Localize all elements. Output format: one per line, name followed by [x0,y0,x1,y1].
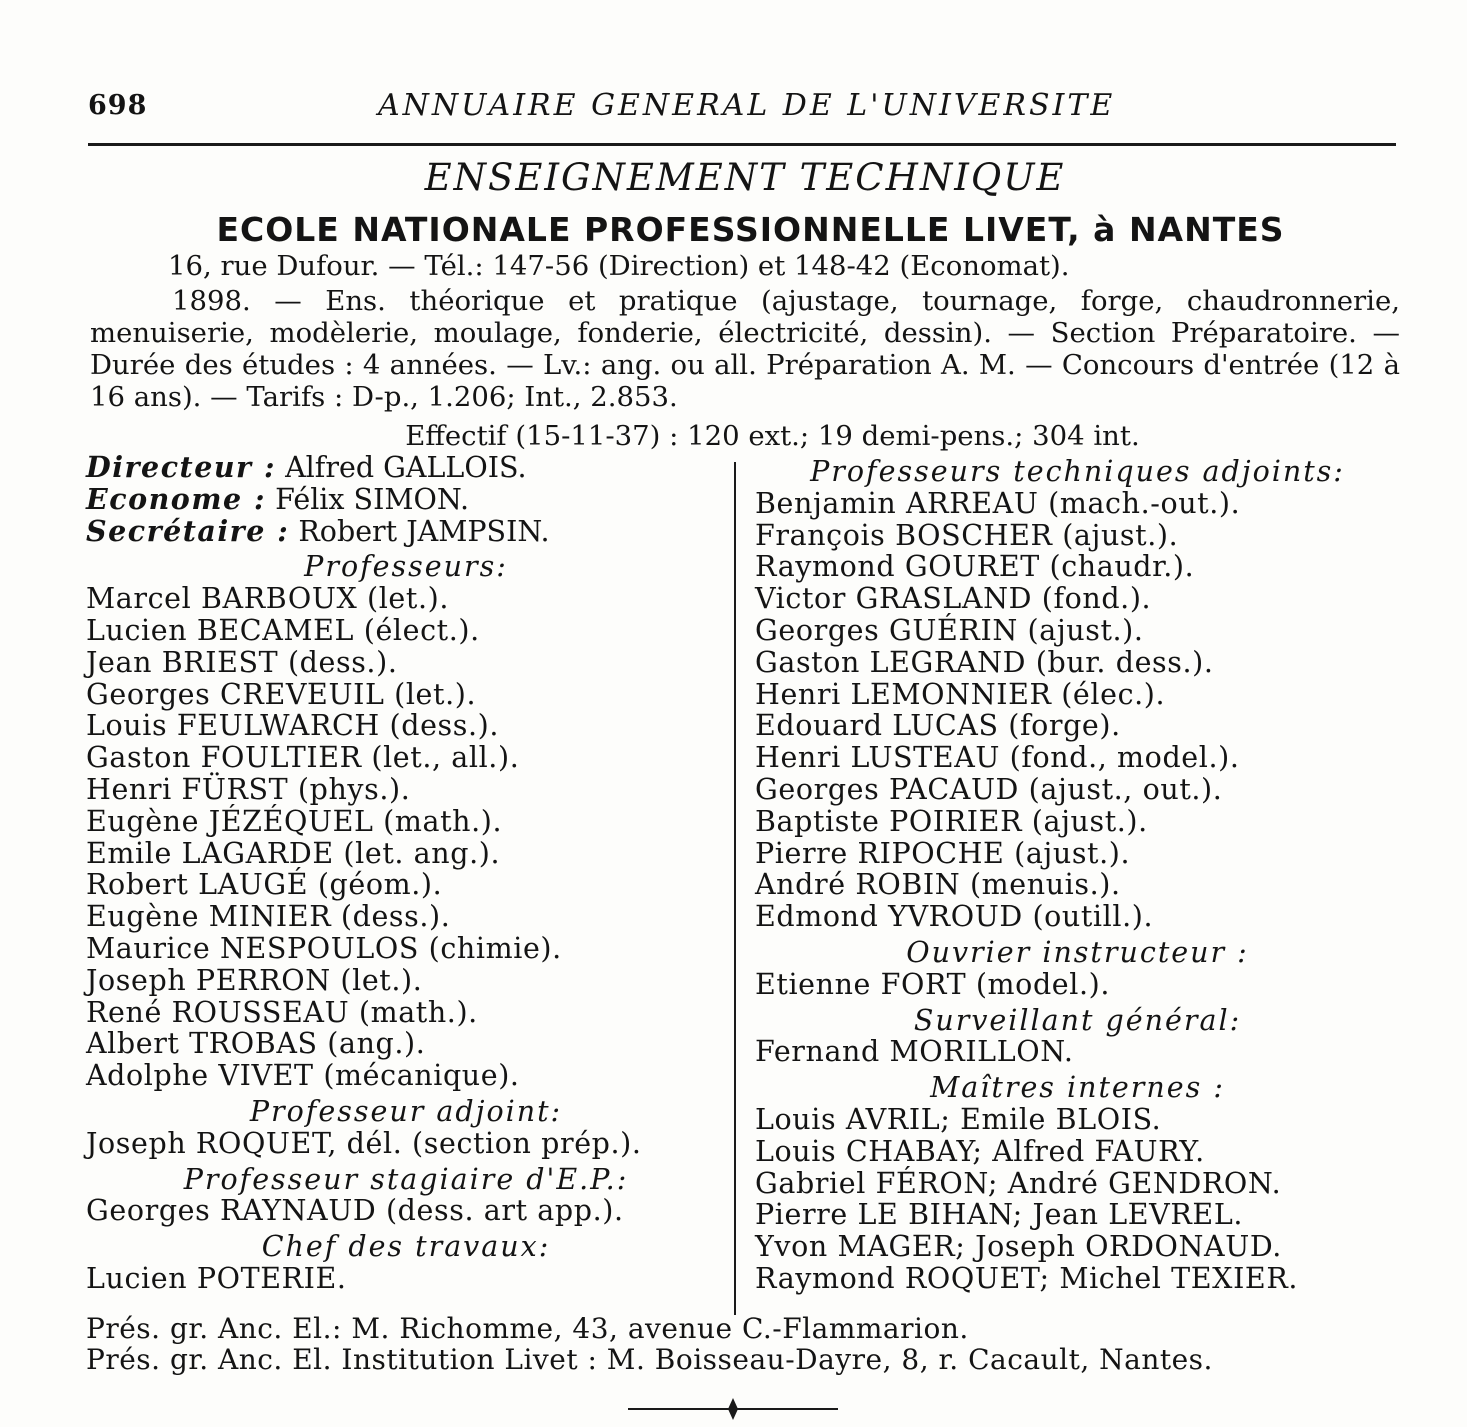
list-item: Fernand MORILLON. [755,1035,1074,1069]
list-item: Gabriel FÉRON; André GENDRON. [755,1166,1282,1200]
footnote-line: Prés. gr. Anc. El.: M. Richomme, 43, avenue C.-Flammarion. [86,1312,969,1345]
list-item: Pierre LE BIHAN; Jean LEVREL. [755,1198,1243,1232]
list-item: Yvon MAGER; Joseph ORDONAUD. [755,1230,1282,1264]
list-item: Benjamin ARREAU (mach.-out.). [755,486,1241,520]
running-title: ANNUAIRE GENERAL DE L'UNIVERSITE [378,88,1116,123]
list-item: Albert TROBAS (ang.). [86,1027,426,1061]
address-line: 16, rue Dufour. — Tél.: 147-56 (Direction) et 148-42 (Economat). [168,250,1070,282]
list-item: Adolphe VIVET (mécanique). [86,1059,520,1093]
heading-professeur-stagiaire: Professeur stagiaire d'E.P.: [183,1162,629,1196]
list-item: Marcel BARBOUX (let.). [86,582,449,616]
list-item: Joseph ROQUET, dél. (section prép.). [86,1126,642,1160]
list-item: Georges CREVEUIL (let.). [86,677,477,711]
effectif-line: Effectif (15-11-37) : 120 ext.; 19 demi-pens.; 304 int. [405,420,1140,452]
left-column [86,452,726,1295]
list-item: Gaston LEGRAND (bur. dess.). [755,645,1214,679]
school-name: ECOLE NATIONALE PROFESSIONNELLE LIVET, à NANTES [216,210,1285,249]
role-econome [86,481,726,516]
list-item: Henri LUSTEAU (fond., model.). [755,741,1240,775]
role-name: Félix SIMON. [275,482,470,516]
list-item: René ROUSSEAU (math.). [86,995,478,1029]
list-item: Baptiste POIRIER (ajust.). [755,804,1148,838]
list-item: Georges PACAUD (ajust., out.). [755,772,1223,806]
list-item: François BOSCHER (ajust.). [755,518,1179,552]
list-item: André ROBIN (menuis.). [755,868,1121,902]
heading-chef-des-travaux: Chef des travaux: [261,1230,551,1264]
list-item: Etienne FORT (model.). [755,967,1111,1001]
list-item: Georges GUÉRIN (ajust.). [755,613,1144,647]
list-item: Raymond ROQUET; Michel TEXIER. [755,1261,1299,1295]
role-label: Directeur : [86,450,277,484]
right-column [755,452,1400,1295]
role-label: Econome : [86,481,267,516]
list-item: Gaston FOULTIER (let., all.). [86,741,520,775]
heading-maitres-internes: Maîtres internes : [930,1071,1225,1105]
description-paragraph: 1898. — Ens. théorique et pratique (ajustage, tournage, forge, chaudronnerie, menuiserie, modèlerie, moulage, fonderie, électricité, dessin). — Section Préparatoire. — Durée des études : 4 années. — Lv.: ang. ou all. Préparation A. M. — Concours d'entrée (12 à 16 ans). — Tarifs : D-p., 1.206; Int., 2.853. [90,285,1400,413]
list-item: Louis CHABAY; Alfred FAURY. [755,1134,1205,1168]
heading-professeurs-techniques: Professeurs techniques adjoints: [810,455,1345,488]
role-name: Robert JAMPSIN. [298,514,550,548]
list-item: Victor GRASLAND (fond.). [755,582,1152,616]
list-item: Jean BRIEST (dess.). [86,645,398,679]
list-item: Joseph PERRON (let.). [86,963,423,997]
list-item: Raymond GOURET (chaudr.). [755,550,1195,584]
list-item: Maurice NESPOULOS (chimie). [86,931,562,965]
footnotes [86,1313,1406,1375]
list-item: Lucien BECAMEL (élect.). [86,613,480,647]
list-item: Pierre RIPOCHE (ajust.). [755,836,1131,870]
list-item: Eugène JÉZÉQUEL (math.). [86,804,503,838]
list-item: Lucien POTERIE. [86,1261,347,1295]
list-item: Henri FÜRST (phys.). [86,772,411,806]
list-item: Eugène MINIER (dess.). [86,900,451,934]
header-rule [88,143,1396,146]
section-title: ENSEIGNEMENT TECHNIQUE [424,156,1066,199]
heading-professeur-adjoint: Professeur adjoint: [249,1094,563,1128]
list-item: Edouard LUCAS (forge). [755,709,1121,743]
role-directeur [86,452,726,484]
heading-ouvrier-instructeur: Ouvrier instructeur : [906,935,1249,969]
heading-surveillant-general: Surveillant général: [913,1003,1242,1037]
role-name: Alfred GALLOIS. [285,451,527,484]
section-end-ornament [628,1398,838,1420]
list-item: Georges RAYNAUD (dess. art app.). [86,1194,624,1228]
footnote-line: Prés. gr. Anc. El. Institution Livet : M. Boisseau-Dayre, 8, r. Cacault, Nantes. [86,1343,1213,1376]
running-head [88,88,1398,132]
list-item: Henri LEMONNIER (élec.). [755,677,1166,711]
list-item: Louis AVRIL; Emile BLOIS. [755,1102,1162,1136]
page-number: 698 [88,90,148,121]
heading-professeurs: Professeurs: [304,550,508,584]
list-item: Robert LAUGÉ (géom.). [86,868,443,902]
role-secretaire [86,513,726,548]
list-item: Emile LAGARDE (let. ang.). [86,836,501,870]
list-item: Edmond YVROUD (outill.). [755,900,1154,934]
list-item: Louis FEULWARCH (dess.). [86,709,500,743]
role-label: Secrétaire : [86,513,290,548]
column-divider [734,462,736,1315]
